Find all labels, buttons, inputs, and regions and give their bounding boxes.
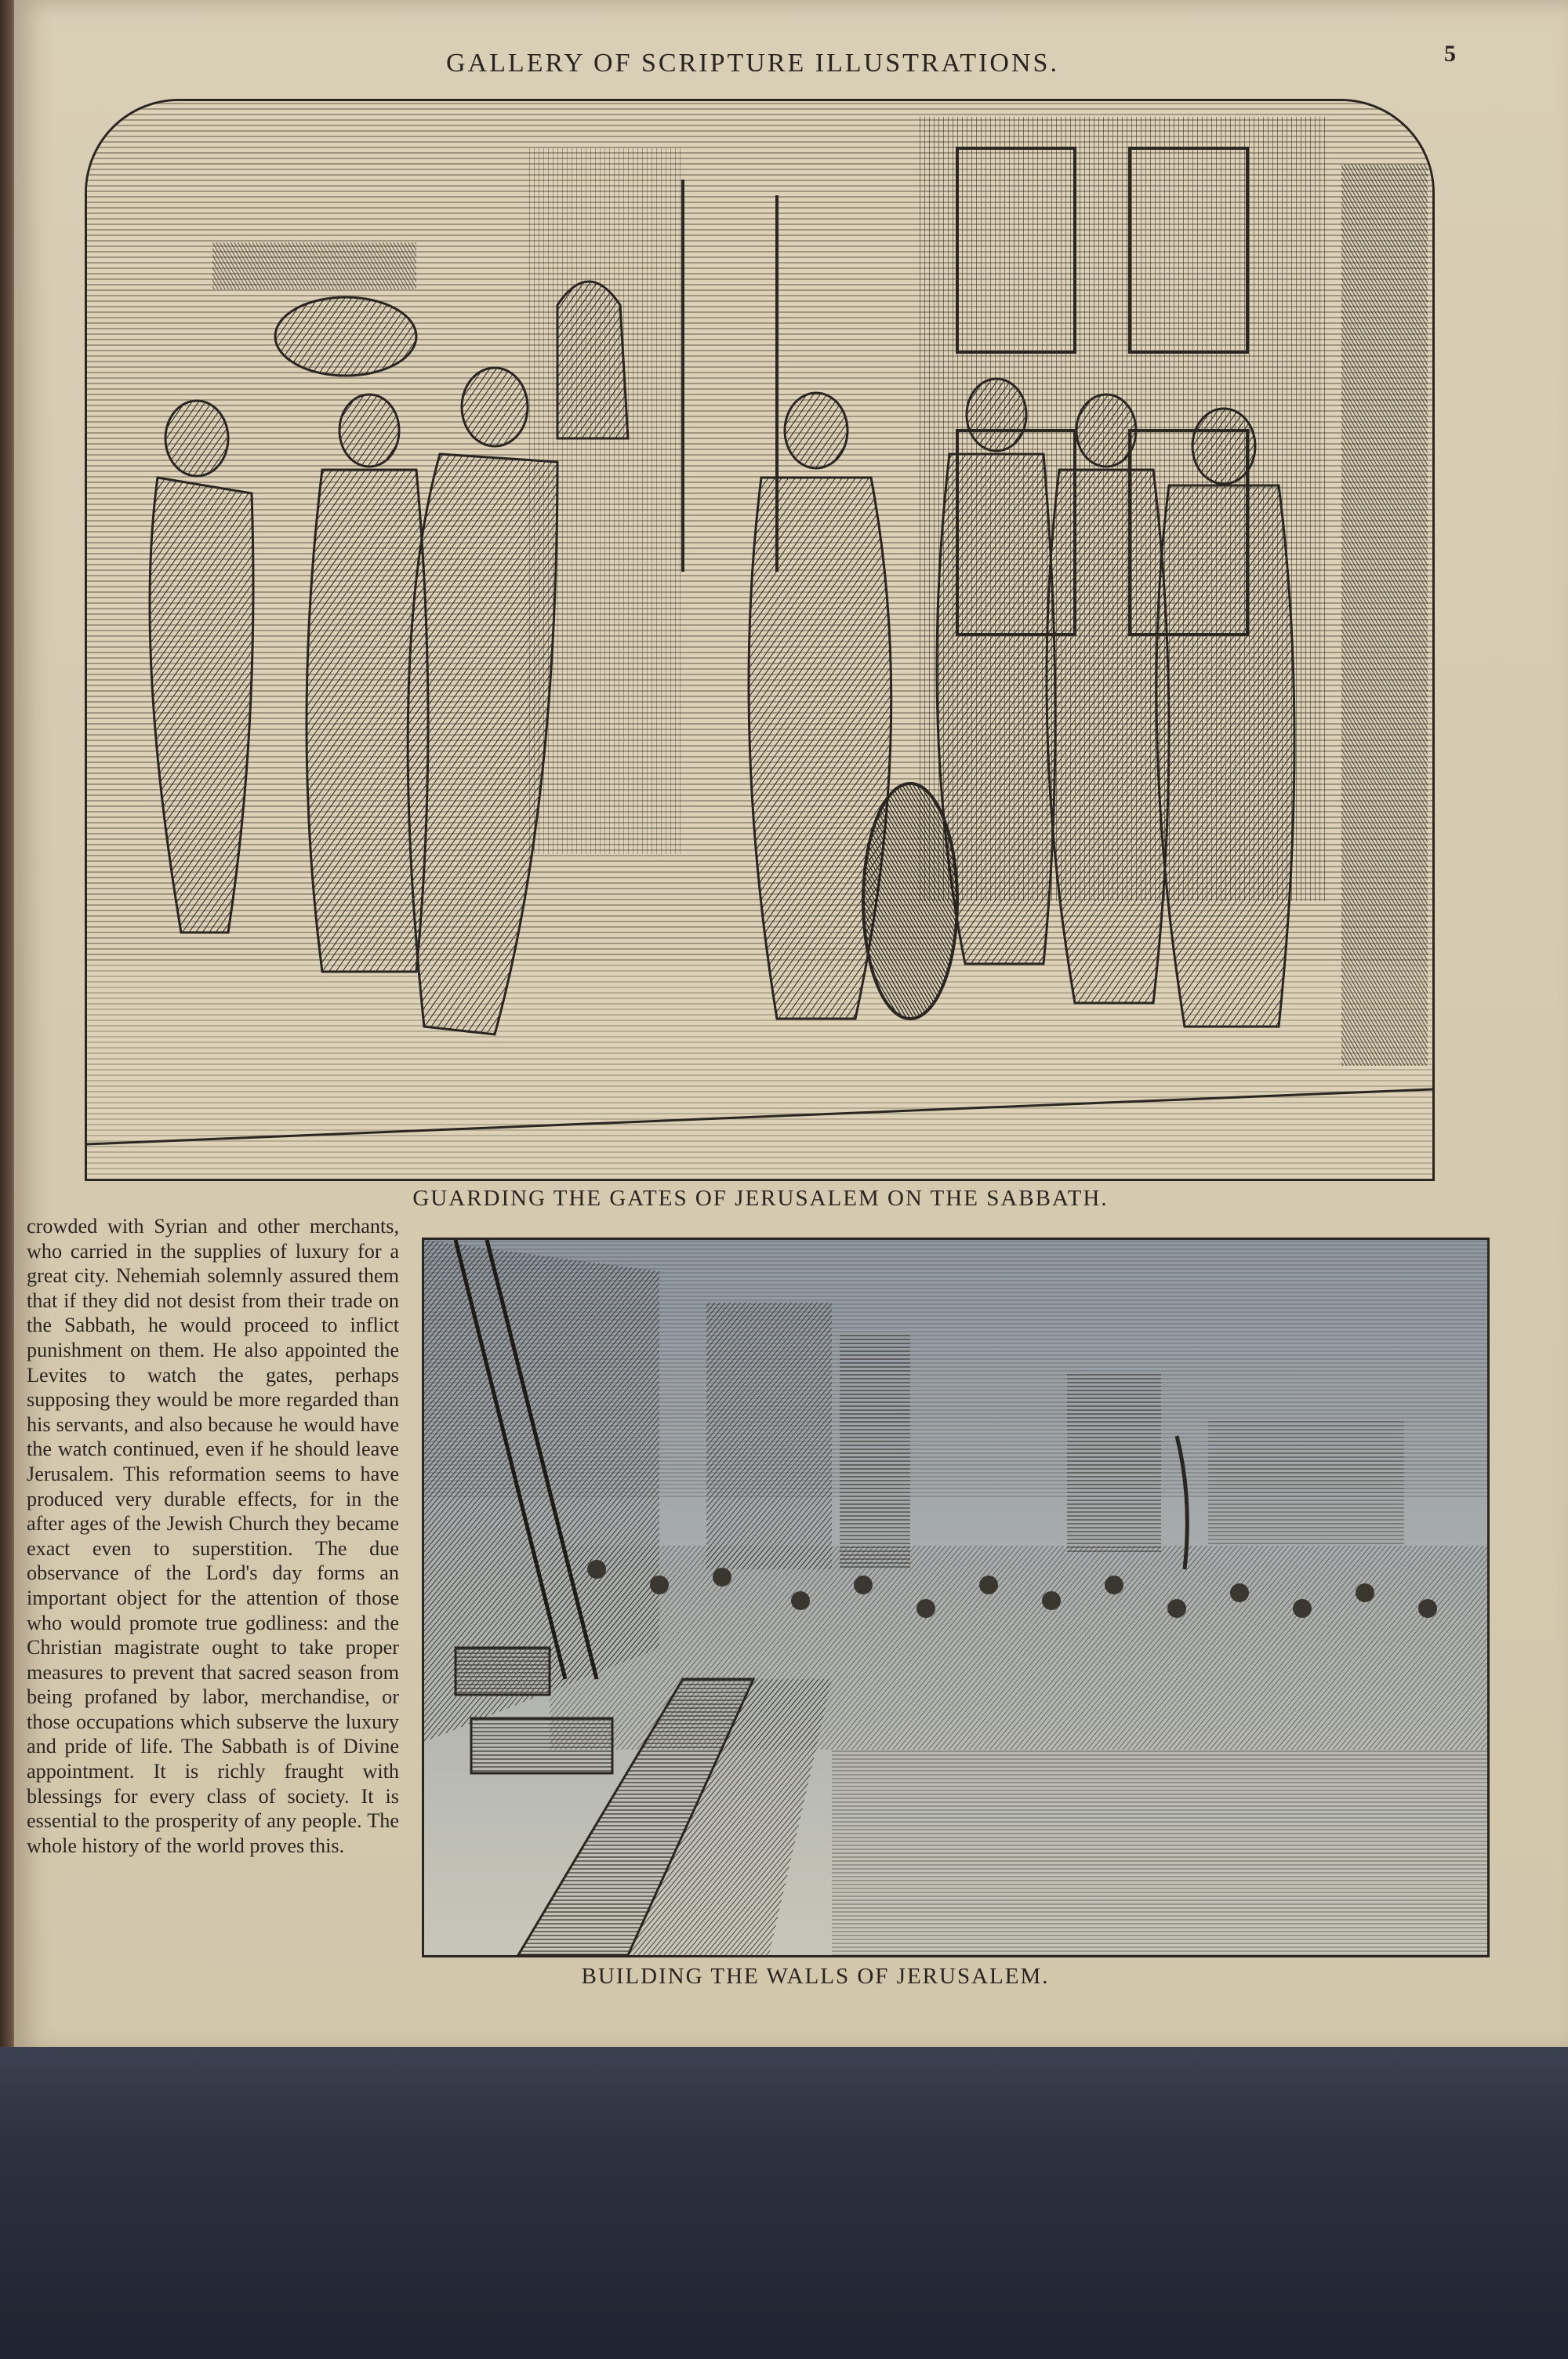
engraving-guarding-gates-art [87,101,1432,1179]
caption-building-walls: BUILDING THE WALLS OF JERUSALEM. [581,1964,1050,1989]
engraving-guarding-gates [85,99,1435,1181]
body-paragraph: crowded with Syrian and other merchants, who carried in the supplies of luxury for a great city. Nehemiah solemnly assured them that if they did not desist from their trade on the Sabbath, he would proceed to inflict punishment on them. He also appointed the Levites to watch the gates, perhaps supposing they would be more regarded than his servants, and also because he would have the watch continued, even if he should leave Jerusalem. This reformation seems to have produced very durable effects, for in the after ages of the Jewish Church they became exact even to superstition. The due observance of the Lord's day forms an important object for the attention of those who would promote true godliness: and the Christian magistrate ought to take proper measures to prevent that sacred season from being profaned by labor, merchandise, or those occupations which subserve the luxury and pride of life. The Sabbath is of Divine appointment. It is richly fraught with blessings for every class of society. It is essential to the prosperity of any people. The whole history of the world proves this. [27,1215,399,1857]
engraving-building-walls-art [424,1240,1487,1955]
page-number: 5 [1444,41,1456,67]
table-surface [0,2047,1568,2359]
body-text-column [27,1214,399,1858]
running-header: GALLERY OF SCRIPTURE ILLUSTRATIONS. [446,49,1059,78]
engraving-building-walls [422,1238,1490,1957]
caption-guarding-gates: GUARDING THE GATES OF JERUSALEM ON THE SABBATH. [412,1186,1109,1211]
